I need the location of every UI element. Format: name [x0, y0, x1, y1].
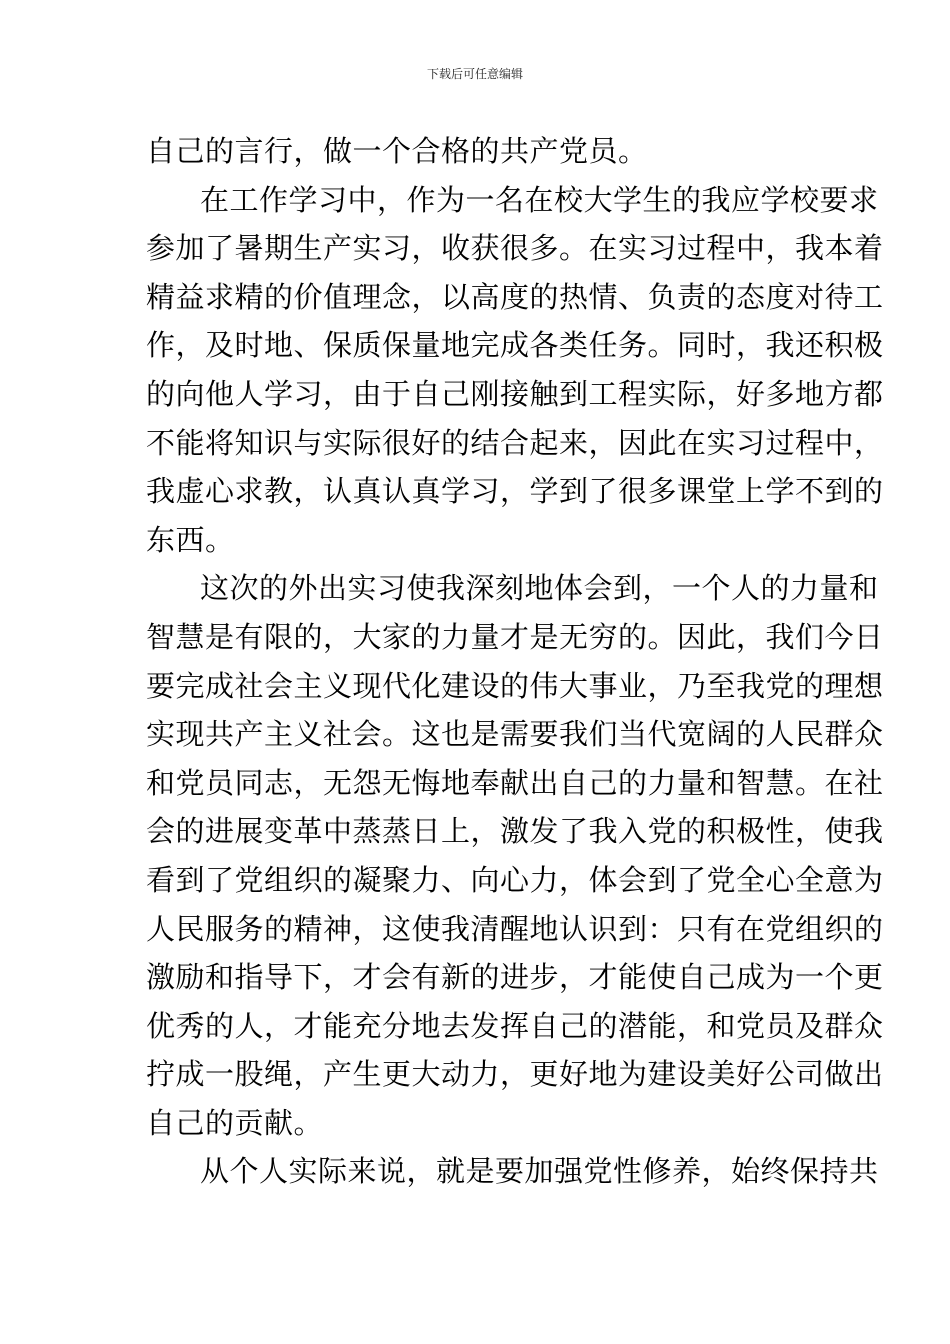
page-header-note: 下载后可任意编辑	[426, 67, 523, 81]
text-line: 激励和指导下，才会有新的进步，才能使自己成为一个更	[146, 960, 884, 995]
text-line: 会的进展变革中蒸蒸日上，激发了我入党的积极性，使我	[146, 814, 884, 849]
text-line: 人民服务的精神，这使我清醒地认识到：只有在党组织的	[146, 911, 884, 946]
text-line: 要完成社会主义现代化建设的伟大事业，乃至我党的理想	[146, 668, 884, 703]
text-line: 精益求精的价值理念，以高度的热情、负责的态度对待工	[146, 279, 884, 314]
text-line: 这次的外出实习使我深刻地体会到，一个人的力量和	[200, 571, 879, 606]
text-line: 和党员同志，无怨无悔地奉献出自己的力量和智慧。在社	[146, 765, 884, 800]
text-line: 参加了暑期生产实习，收获很多。在实习过程中，我本着	[146, 231, 884, 266]
text-line: 优秀的人，才能充分地去发挥自己的潜能，和党员及群众	[146, 1008, 884, 1043]
text-line: 不能将知识与实际很好的结合起来，因此在实习过程中，	[146, 425, 884, 460]
text-line: 自己的言行，做一个合格的共产党员。	[146, 134, 648, 168]
text-line: 自己的贡献。	[146, 1105, 324, 1140]
text-line: 智慧是有限的，大家的力量才是无穷的。因此，我们今日	[146, 619, 884, 654]
text-line: 作，及时地、保质保量地完成各类任务。同时，我还积极	[146, 328, 884, 363]
text-line: 拧成一股绳，产生更大动力，更好地为建设美好公司做出	[146, 1057, 884, 1092]
document-body	[146, 127, 884, 1196]
text-line: 的向他人学习，由于自己刚接触到工程实际，好多地方都	[146, 376, 884, 411]
text-line: 在工作学习中，作为一名在校大学生的我应学校要求	[200, 182, 879, 217]
text-line: 看到了党组织的凝聚力、向心力，体会到了党全心全意为	[146, 862, 884, 897]
text-line: 从个人实际来说，就是要加强党性修养，始终保持共	[200, 1154, 879, 1189]
text-line: 实现共产主义社会。这也是需要我们当代宽阔的人民群众	[146, 717, 884, 752]
text-line: 我虚心求教，认真认真学习，学到了很多课堂上学不到的	[146, 474, 884, 509]
text-line: 东西。	[146, 522, 235, 557]
